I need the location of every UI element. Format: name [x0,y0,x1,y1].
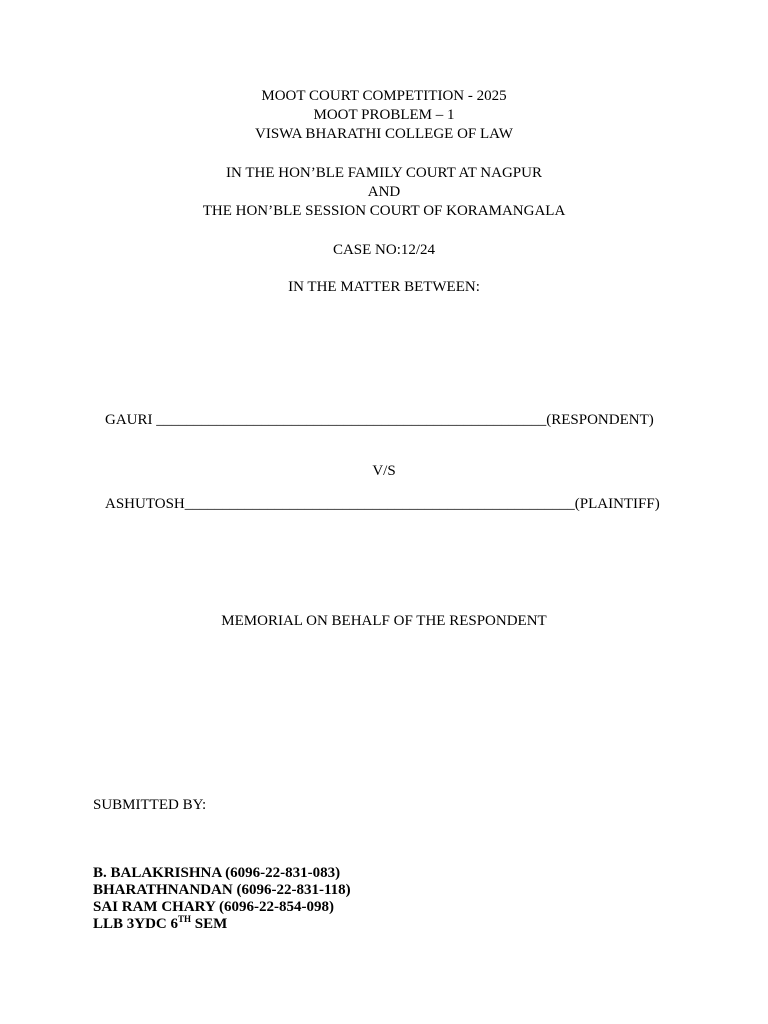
plaintiff-party-line: ASHUTOSH____________________________________________________(PLAINTIFF) [105,496,660,512]
court-name-line2: THE HON’BLE SESSION COURT OF KORAMANGALA [202,203,566,219]
submitter-3: SAI RAM CHARY (6096-22-854-098) [93,899,334,915]
submitter-2: BHARATHNANDAN (6096-22-831-118) [93,882,351,898]
court-conjunction: AND [367,184,401,200]
class-semester-line [93,916,227,933]
respondent-party-line: GAURI ____________________________________________________(RESPONDENT) [105,412,654,428]
matter-between-heading: IN THE MATTER BETWEEN: [288,279,480,295]
class-suffix: SEM [191,916,228,932]
class-prefix: LLB 3YDC 6 [93,916,179,932]
ordinal-superscript: TH [178,914,192,924]
submitted-by-label: SUBMITTED BY: [93,797,207,813]
college-name: VISWA BHARATHI COLLEGE OF LAW [255,126,513,142]
submitter-1: B. BALAKRISHNA (6096-22-831-083) [93,865,341,881]
memorial-title: MEMORIAL ON BEHALF OF THE RESPONDENT [221,613,547,629]
case-number: CASE NO:12/24 [332,242,436,258]
court-name-line1: IN THE HON’BLE FAMILY COURT AT NAGPUR [226,165,542,181]
moot-problem-number: MOOT PROBLEM – 1 [313,107,455,123]
competition-title: MOOT COURT COMPETITION - 2025 [261,88,507,104]
versus-label: V/S [372,463,396,479]
